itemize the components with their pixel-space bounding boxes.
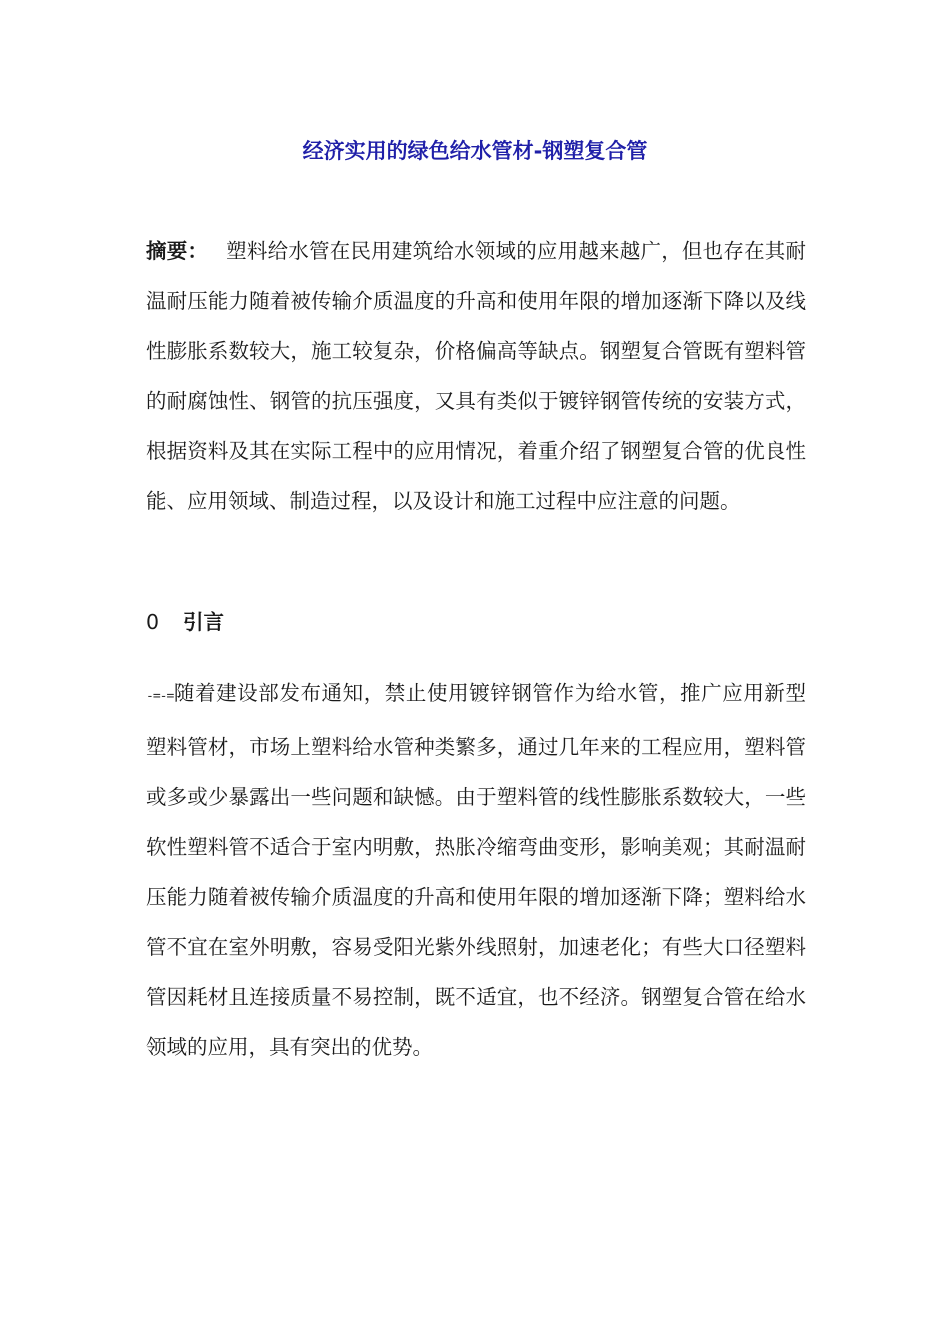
document-title: 经济实用的绿色给水管材-钢塑复合管 bbox=[302, 139, 648, 163]
intro-paragraph bbox=[146, 668, 806, 1072]
section-title: 引言 bbox=[183, 610, 225, 634]
abstract-text: 塑料给水管在民用建筑给水领域的应用越来越广，但也存在其耐温耐压能力随着被传输介质温度的升高和使用年限的增加逐渐下降以及线性膨胀系数较大，施工较复杂，价格偏高等缺点。钢塑复合管既有塑料管的耐腐蚀性、钢管的抗压强度，又具有类似于镀锌钢管传统的安装方式，根据资料及其在实际工程中的应用情况，着重介绍了钢塑复合管的优良性能、应用领域、制造过程，以及设计和施工过程中应注意的问题。 bbox=[146, 239, 807, 513]
abstract-label: 摘要： bbox=[146, 239, 209, 263]
intro-marker: -=-= bbox=[146, 689, 174, 704]
section-heading bbox=[146, 600, 224, 644]
intro-text: 随着建设部发布通知，禁止使用镀锌钢管作为给水管，推广应用新型塑料管材，市场上塑料给水管种类繁多，通过几年来的工程应用，塑料管或多或少暴露出一些问题和缺憾。由于塑料管的线性膨胀系数较大，一些软性塑料管不适合于室内明敷，热胀冷缩弯曲变形，影响美观；其耐温耐压能力随着被传输介质温度的升高和使用年限的增加逐渐下降；塑料给水管不宜在室外明敷，容易受阳光紫外线照射，加速老化；有些大口径塑料管因耗材且连接质量不易控制，既不适宜，也不经济。钢塑复合管在给水领域的应用，具有突出的优势。 bbox=[146, 681, 806, 1059]
abstract-paragraph bbox=[146, 226, 806, 526]
section-number: 0 bbox=[146, 610, 160, 634]
